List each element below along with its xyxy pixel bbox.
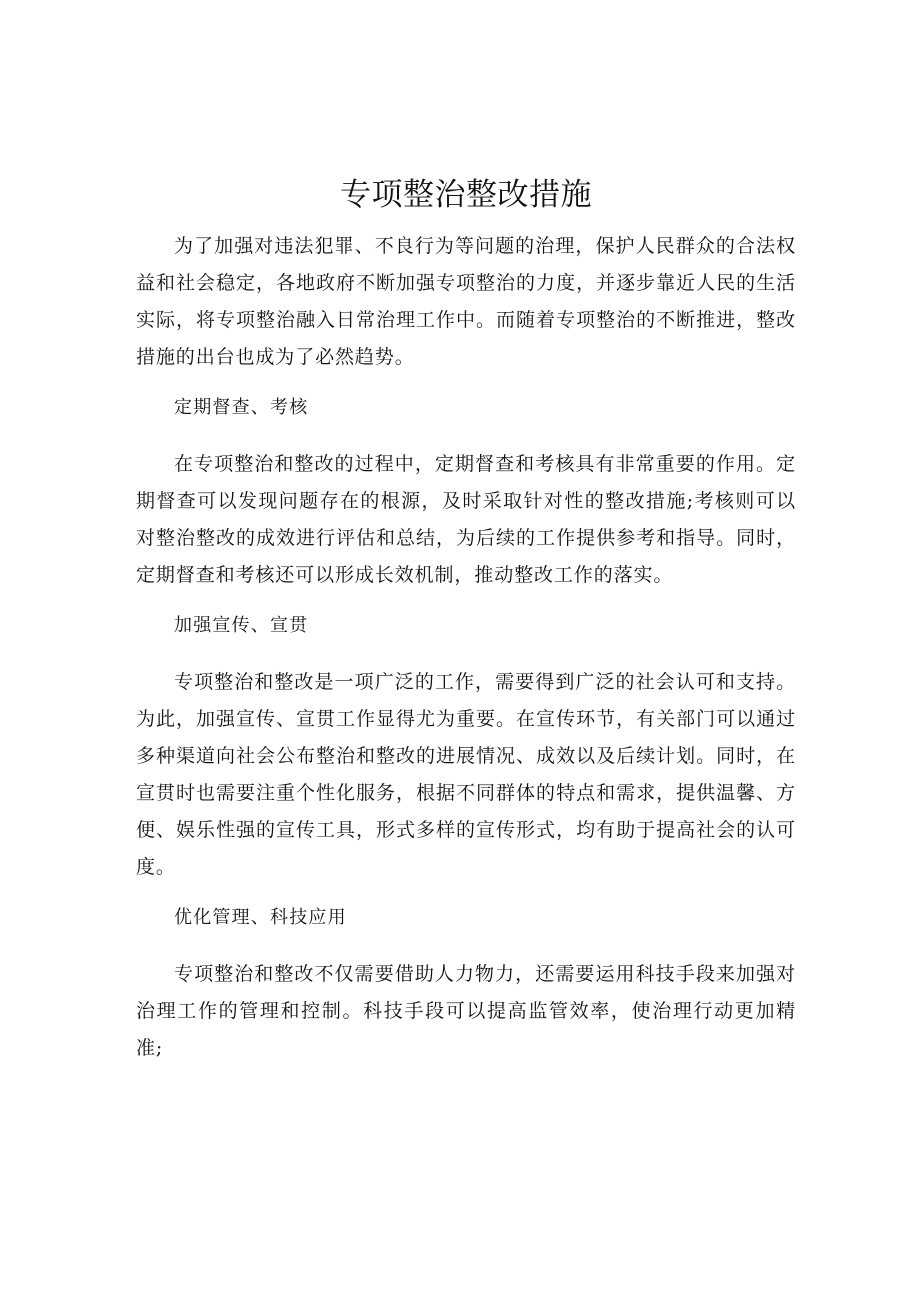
section-heading-technology: 优化管理、科技应用: [174, 907, 347, 928]
section-heading-inspection: 定期督查、考核: [174, 397, 309, 418]
section-body-publicity: 专项整治和整改是一项广泛的工作，需要得到广泛的社会认可和支持。为此，加强宣传、宣贯工作显得尤为重要。在宣传环节，有关部门可以通过多种渠道向社会公布整治和整改的进展情况、成效以及后续计划。同时，在宣贯时也需要注重个性化服务，根据不同群体的特点和需求，提供温馨、方便、娱乐性强的宣传工具，形式多样的宣传形式，均有助于提高社会的认可度。: [136, 671, 796, 878]
intro-paragraph: 为了加强对违法犯罪、不良行为等问题的治理，保护人民群众的合法权益和社会稳定，各地政府不断加强专项整治的力度，并逐步靠近人民的生活实际，将专项整治融入日常治理工作中。而随着专项整治的不断推进，整改措施的出台也成为了必然趋势。: [136, 235, 796, 368]
section-body-inspection: 在专项整治和整改的过程中，定期督查和考核具有非常重要的作用。定期督查可以发现问题存在的根源，及时采取针对性的整改措施;考核则可以对整治整改的成效进行评估和总结，为后续的工作提供参考和指导。同时，定期督查和考核还可以形成长效机制，推动整改工作的落实。: [136, 453, 796, 586]
section-heading-publicity: 加强宣传、宣贯: [174, 615, 309, 636]
document-page: [136, 168, 796, 1067]
document-title: 专项整治整改措施: [340, 177, 592, 213]
section-body-technology: 专项整治和整改不仅需要借助人力物力，还需要运用科技手段来加强对治理工作的管理和控制。科技手段可以提高监管效率，使治理行动更加精准;: [136, 963, 796, 1059]
